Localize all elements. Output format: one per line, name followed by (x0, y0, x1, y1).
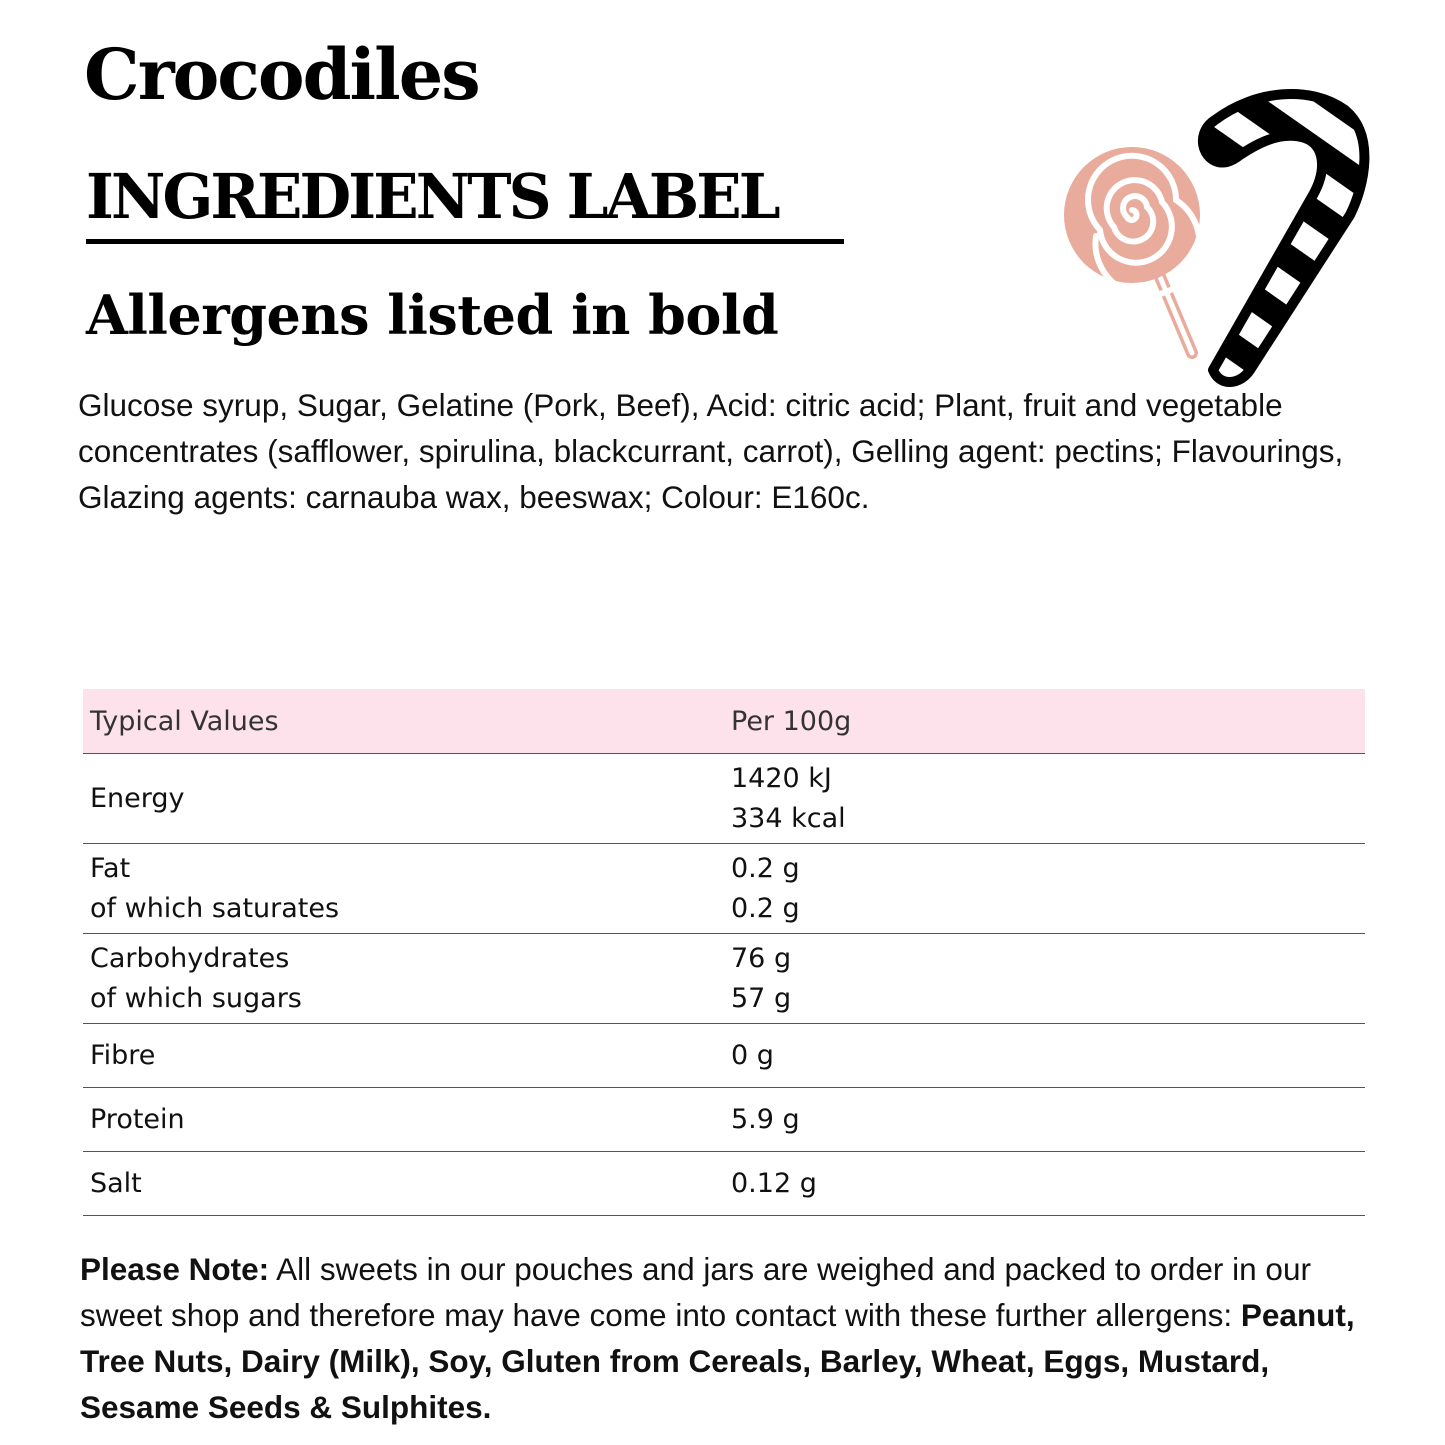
table-row-fibre (83, 1024, 1365, 1088)
lollipop-icon (1064, 147, 1200, 353)
row-value (724, 754, 1365, 844)
sugars-value: 57 g (731, 982, 792, 1014)
protein-value: 5.9 g (724, 1088, 1365, 1152)
product-name: Crocodiles (84, 33, 479, 116)
fibre-label: Fibre (83, 1024, 724, 1088)
ingredients-list: Glucose syrup, Sugar, Gelatine (Pork, Beef), Acid: citric acid; Plant, fruit and vegetable concentrates (safflower, spirulina, blackcurrant, carrot), Gelling agent: pectins; Flavourings, Glazing agents: carnauba wax, beeswax; Colour: E160c. (78, 387, 1344, 515)
further-allergens-list: Peanut, Tree Nuts, Dairy (Milk), Soy, Gluten from Cereals, Barley, Wheat, Eggs, Mustard, Sesame Seeds & Sulphites. (80, 1297, 1355, 1425)
fibre-value: 0 g (724, 1024, 1365, 1088)
fat-label: Fat (90, 852, 131, 884)
please-note-label: Please Note: (80, 1251, 270, 1287)
row-label (83, 934, 724, 1024)
row-label (83, 844, 724, 934)
salt-value: 0.12 g (724, 1152, 1365, 1216)
allergen-note: Allergens listed in bold (86, 283, 779, 347)
row-value (724, 844, 1365, 934)
title-underline (86, 239, 844, 244)
carbohydrates-value: 76 g (731, 942, 792, 974)
row-label (83, 754, 724, 844)
row-value (724, 934, 1365, 1024)
fat-value: 0.2 g (731, 852, 800, 884)
salt-label: Salt (83, 1152, 724, 1216)
energy-kj-value: 1420 kJ (731, 762, 832, 794)
typical-values-header: Typical Values (83, 689, 724, 754)
energy-label: Energy (90, 782, 185, 814)
ingredients-label-title: INGREDIENTS LABEL (86, 160, 778, 233)
sugars-label: of which sugars (90, 982, 302, 1014)
nutrition-table (83, 689, 1365, 1216)
table-row-fat (83, 844, 1365, 934)
table-row-salt (83, 1152, 1365, 1216)
please-note (80, 1246, 1380, 1430)
table-row-energy (83, 754, 1365, 844)
saturates-value: 0.2 g (731, 892, 800, 924)
carbohydrates-label: Carbohydrates (90, 942, 290, 974)
protein-label: Protein (83, 1088, 724, 1152)
per-100g-header: Per 100g (724, 689, 1365, 754)
table-row-carbohydrates (83, 934, 1365, 1024)
candy-illustration (1055, 75, 1375, 395)
nutrition-header-row (83, 689, 1365, 754)
energy-kcal-value: 334 kcal (731, 802, 846, 834)
please-note-text: All sweets in our pouches and jars are weighed and packed to order in our sweet shop and therefore may have come into contact with these further allergens: (80, 1251, 1311, 1333)
table-row-protein (83, 1088, 1365, 1152)
saturates-label: of which saturates (90, 892, 340, 924)
